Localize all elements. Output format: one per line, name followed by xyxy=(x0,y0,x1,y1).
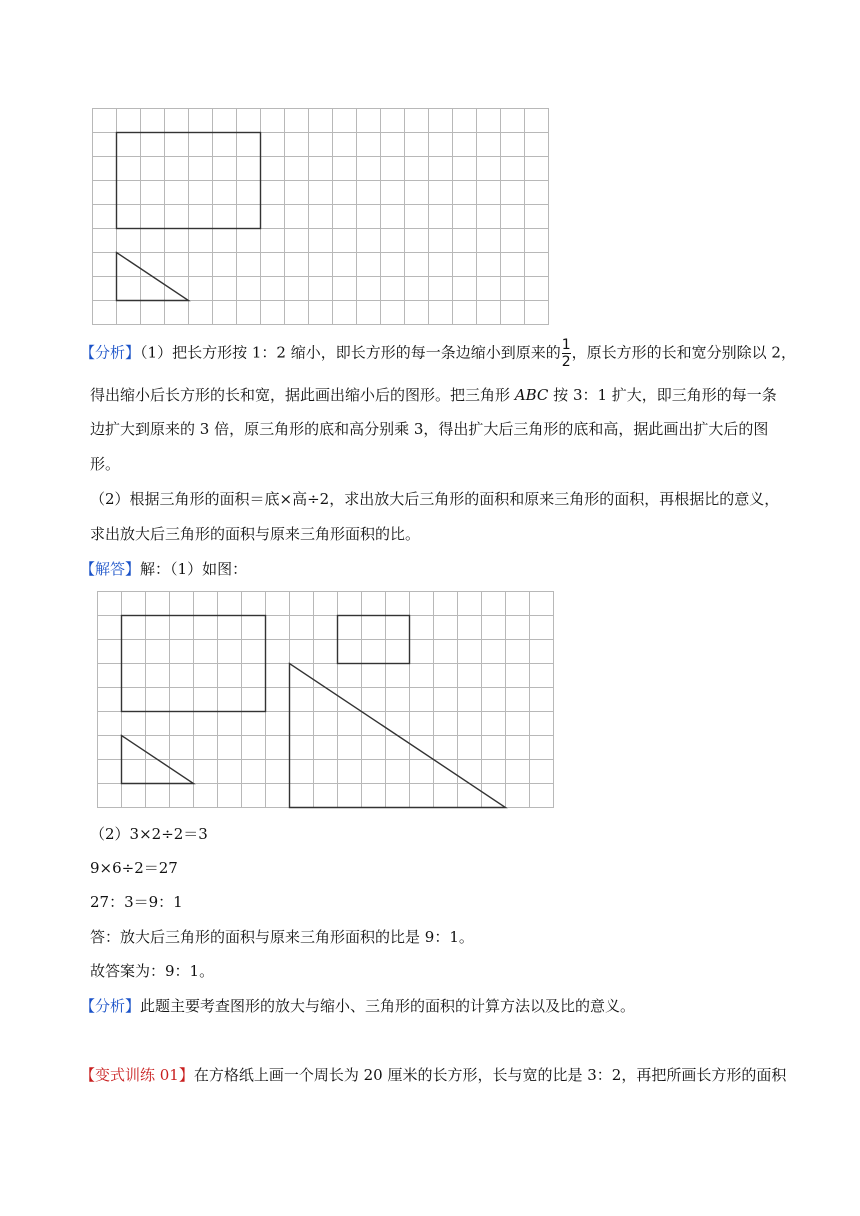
analysis-summary xyxy=(80,995,635,1016)
answer-line-5: 故答案为：9：1。 xyxy=(90,962,215,980)
triangle-abc-label: ABC xyxy=(514,386,549,404)
analysis-paragraph xyxy=(80,338,796,369)
exercise-tag: 【变式训练 01】 xyxy=(80,1066,194,1084)
answer-line-3: 27：3＝9：1 xyxy=(90,893,183,911)
analysis-line-1b: ，原长方形的长和宽分别除以 2， xyxy=(571,343,796,362)
analysis-tag: 【分析】 xyxy=(80,997,141,1015)
exercise-text: 在方格纸上画一个周长为 20 厘米的长方形，长与宽的比是 3：2，再把所画长方形的面积 xyxy=(193,1066,787,1084)
grid-lines xyxy=(92,108,549,325)
exercise-paragraph xyxy=(80,1064,786,1085)
grid-lines xyxy=(97,591,554,808)
answer-heading xyxy=(80,558,247,579)
analysis-summary-text: 此题主要考查图形的放大与缩小、三角形的面积的计算方法以及比的意义。 xyxy=(140,997,636,1015)
answer-line-2: 9×6÷2＝27 xyxy=(90,859,178,877)
analysis-tag: 【分析】 xyxy=(80,343,141,362)
analysis-line-1a: （1）把长方形按 1：2 缩小，即长方形的每一条边缩小到原来的 xyxy=(140,343,561,362)
answer-tag: 【解答】 xyxy=(80,560,141,578)
analysis-line-3: 边扩大到原来的 3 倍，原三角形的底和高分别乘 3，得出扩大后三角形的底和高，据此画出扩大后的图 xyxy=(90,420,769,438)
analysis-line-4: 形。 xyxy=(90,455,121,473)
answer-line-1: （2）3×2÷2＝3 xyxy=(90,825,208,843)
fraction-one-half: $\frac{1}{2}$ xyxy=(561,337,571,370)
analysis-line-2: 得出缩小后长方形的长和宽，据此画出缩小后的图形。把三角形 ABC 按 3：1 扩大，即三角形的每一条 xyxy=(90,386,777,404)
analysis-line-5: （2）根据三角形的面积＝底×高÷2，求出放大后三角形的面积和原来三角形的面积，再根据比的意义， xyxy=(90,490,780,508)
grid-figure-original xyxy=(92,108,550,326)
grid-figure-answer xyxy=(97,591,555,809)
analysis-line-6: 求出放大后三角形的面积与原来三角形面积的比。 xyxy=(90,525,421,543)
answer-line-4: 答：放大后三角形的面积与原来三角形面积的比是 9：1。 xyxy=(90,928,474,946)
answer-intro: 解：（1）如图： xyxy=(140,560,248,578)
